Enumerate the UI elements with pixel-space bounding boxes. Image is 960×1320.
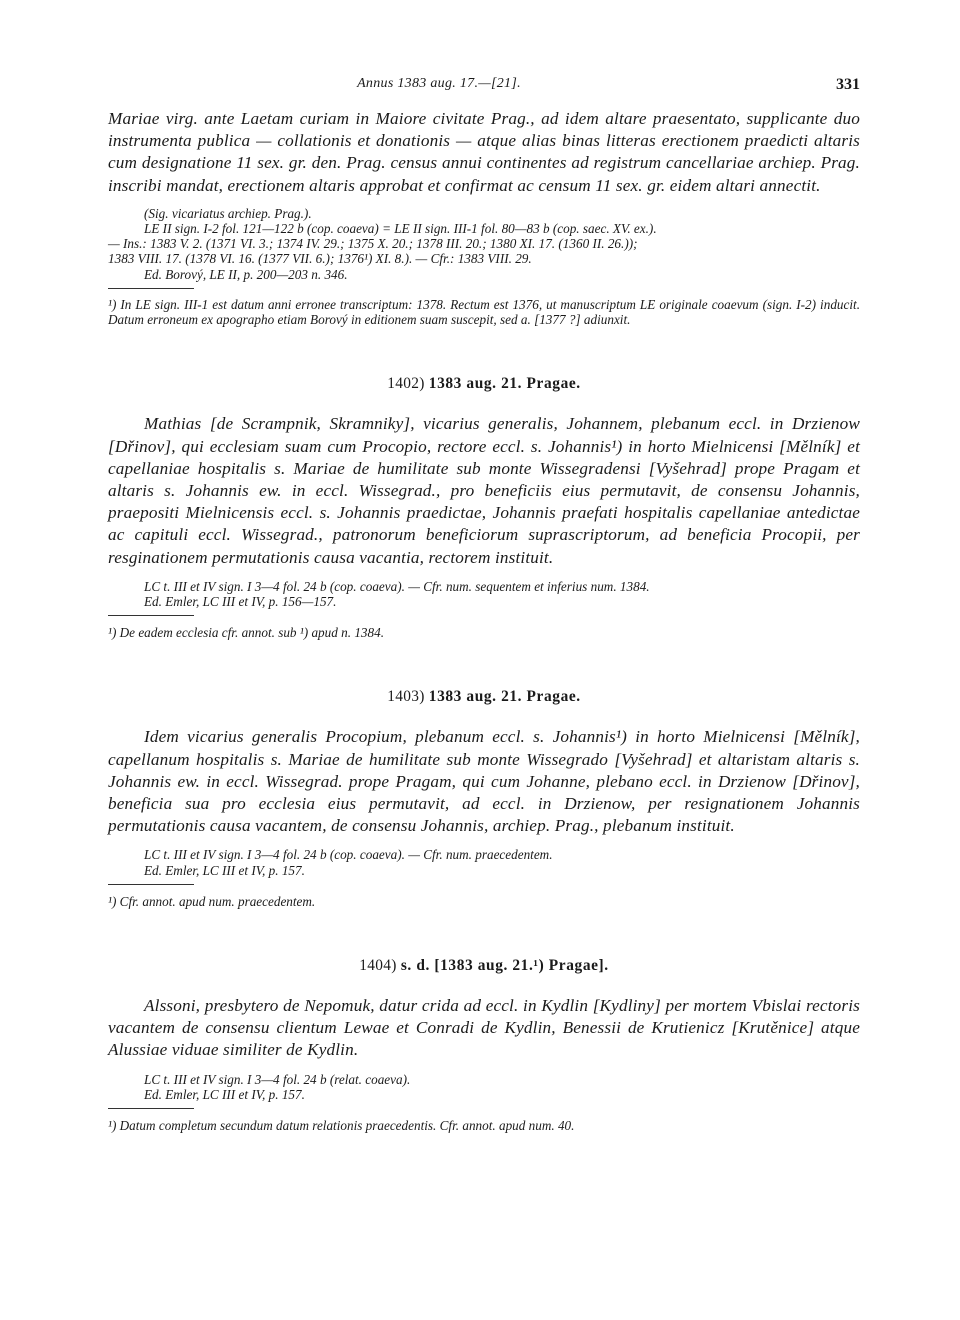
source-line: LE II sign. I-2 fol. 121—122 b (cop. coaeva) = LE II sign. III-1 fol. 80—83 b (cop. saec. XV. ex.).	[144, 221, 657, 237]
source-line: Ed. Emler, LC III et IV, p. 157.	[144, 1086, 305, 1102]
entry-1401	[108, 108, 860, 327]
source-line: LC t. III et IV sign. I 3—4 fol. 24 b (relat. coaeva).	[144, 1071, 411, 1087]
entry-date: 1383 aug. 21. Pragae.	[428, 375, 581, 393]
source-block	[144, 579, 860, 609]
source-line: (Sig. vicariatus archiep. Prag.).	[144, 205, 312, 221]
entry-number: 1404)	[359, 957, 397, 975]
entry-1404	[108, 957, 860, 1133]
source-line: — Ins.: 1383 V. 2. (1371 VI. 3.; 1374 IV. 29.; 1375 X. 20.; 1378 III. 20.; 1380 XI. 17. (1360 II. 26.));	[108, 236, 638, 252]
entry-header	[108, 688, 860, 706]
footnote: ¹) De eadem ecclesia cfr. annot. sub ¹) apud n. 1384.	[108, 625, 384, 641]
entry-text: Idem vicarius generalis Procopium, plebanum eccl. s. Johannis¹) in horto Mielnicensi [Mělník], capellanum hospitalis s. Mariae de humilitate sub monte Wissegrado [Vyšehrad] et altaristam altaris s. Johannis ew. in eccl. Wissegrad. prope Pragam, qui cum Johanne, plebano eccl. in Drzienow [Dřinov], beneficia sua pro ecclesia eius permutavit, ad eccl. in Drzienow, per resignationem Johannis permutationis causa vacantem, de consensu Johannis, archiep. Prag., plebanum instituit.	[108, 727, 860, 836]
source-block	[144, 206, 860, 236]
entry-1402	[108, 375, 860, 640]
source-block	[144, 1072, 860, 1102]
entry-1403	[108, 688, 860, 909]
footnote-rule	[108, 615, 194, 616]
source-block	[144, 847, 860, 877]
source-block-continued	[108, 236, 860, 282]
footnote-rule	[108, 288, 194, 289]
footnote: ¹) In LE sign. III-1 est datum anni erronee transcriptum: 1378. Rectum est 1376, ut manuscriptum LE originale coaevum (sign. I-2) inducit. Datum erroneum ex apographo etiam Borový in editionem suam suscepit, sed a. [1377 ?] adiunxit.	[108, 296, 860, 327]
source-line: LC t. III et IV sign. I 3—4 fol. 24 b (cop. coaeva). — Cfr. num. sequentem et inferius num. 1384.	[144, 578, 650, 594]
footnote: ¹) Datum completum secundum datum relationis praecedentis. Cfr. annot. apud num. 40.	[108, 1118, 575, 1134]
source-line: Ed. Emler, LC III et IV, p. 157.	[144, 862, 305, 878]
entry-text: Mathias [de Scrampnik, Skramniky], vicarius generalis, Johannem, plebanum eccl. in Drzienow [Dřinov], qui ecclesiam suam cum Procopio, rectore eccl. s. Johannis¹) in horto Mielnicensi [Mělník] et capellaniae hospitalis s. Mariae de humilitate sub monte Wissegradensi [Vyšehrad] prope Pragam et altaris s. Johannis ew. in eccl. Wissegrad., pro beneficiis eius permutavit, de consensu Johannis, praepositi Mielnicensis eccl. s. Johannis praedictae, Johannis praefati hospitalis capellaniae antedictae ac capituli eccl. Wissegrad., patronorum beneficiorum suprascriptorum, ad beneficia Procopii, per resginationem permutationis causa vacantia, rectorem instituit.	[108, 414, 860, 567]
running-head	[108, 76, 860, 98]
page-number: 331	[836, 76, 860, 93]
entry-number: 1403)	[387, 688, 425, 706]
source-line: Ed. Emler, LC III et IV, p. 156—157.	[144, 594, 337, 610]
entry-text: Alssoni, presbytero de Nepomuk, datur crida ad eccl. in Kydlin [Kydliny] per mortem Vbislai rectoris vacantem de consensu clientum Lewae et Conradi de Kydlin, Benessii de Krutienicz [Krutěnice] atque Alussiae viduae similiter de Kydlin.	[108, 996, 860, 1060]
footnote-rule	[108, 884, 194, 885]
entry-header	[108, 375, 860, 393]
entry-number: 1402)	[387, 375, 425, 393]
source-line: LC t. III et IV sign. I 3—4 fol. 24 b (cop. coaeva). — Cfr. num. praecedentem.	[144, 847, 553, 863]
source-line: Ed. Borový, LE II, p. 200—203 n. 346.	[144, 266, 348, 282]
entry-date: s. d. [1383 aug. 21.¹) Pragae].	[400, 957, 609, 975]
running-title: Annus 1383 aug. 17.—[21].	[357, 76, 521, 91]
entry-header	[108, 957, 860, 975]
entry-text: Mariae virg. ante Laetam curiam in Maiore civitate Prag., ad idem altare praesentato, supplicante duo instrumenta publica — collationis et donationis — atque alias binas litteras erectionem praedicti altaris cum designatione 11 sex. gr. den. Prag. census annui continentes ad registrum cancellariae archiep. Prag. inscribi mandat, erectionem altaris approbat et confirmat ac censum 11 sex. gr. eidem altari annectit.	[108, 109, 860, 195]
footnote-rule	[108, 1108, 194, 1109]
source-line: 1383 VIII. 17. (1378 VI. 16. (1377 VII. 6.); 1376¹) XI. 8.). — Cfr.: 1383 VIII. 29.	[108, 251, 532, 267]
entry-date: 1383 aug. 21. Pragae.	[428, 688, 581, 706]
footnote: ¹) Cfr. annot. apud num. praecedentem.	[108, 893, 316, 909]
